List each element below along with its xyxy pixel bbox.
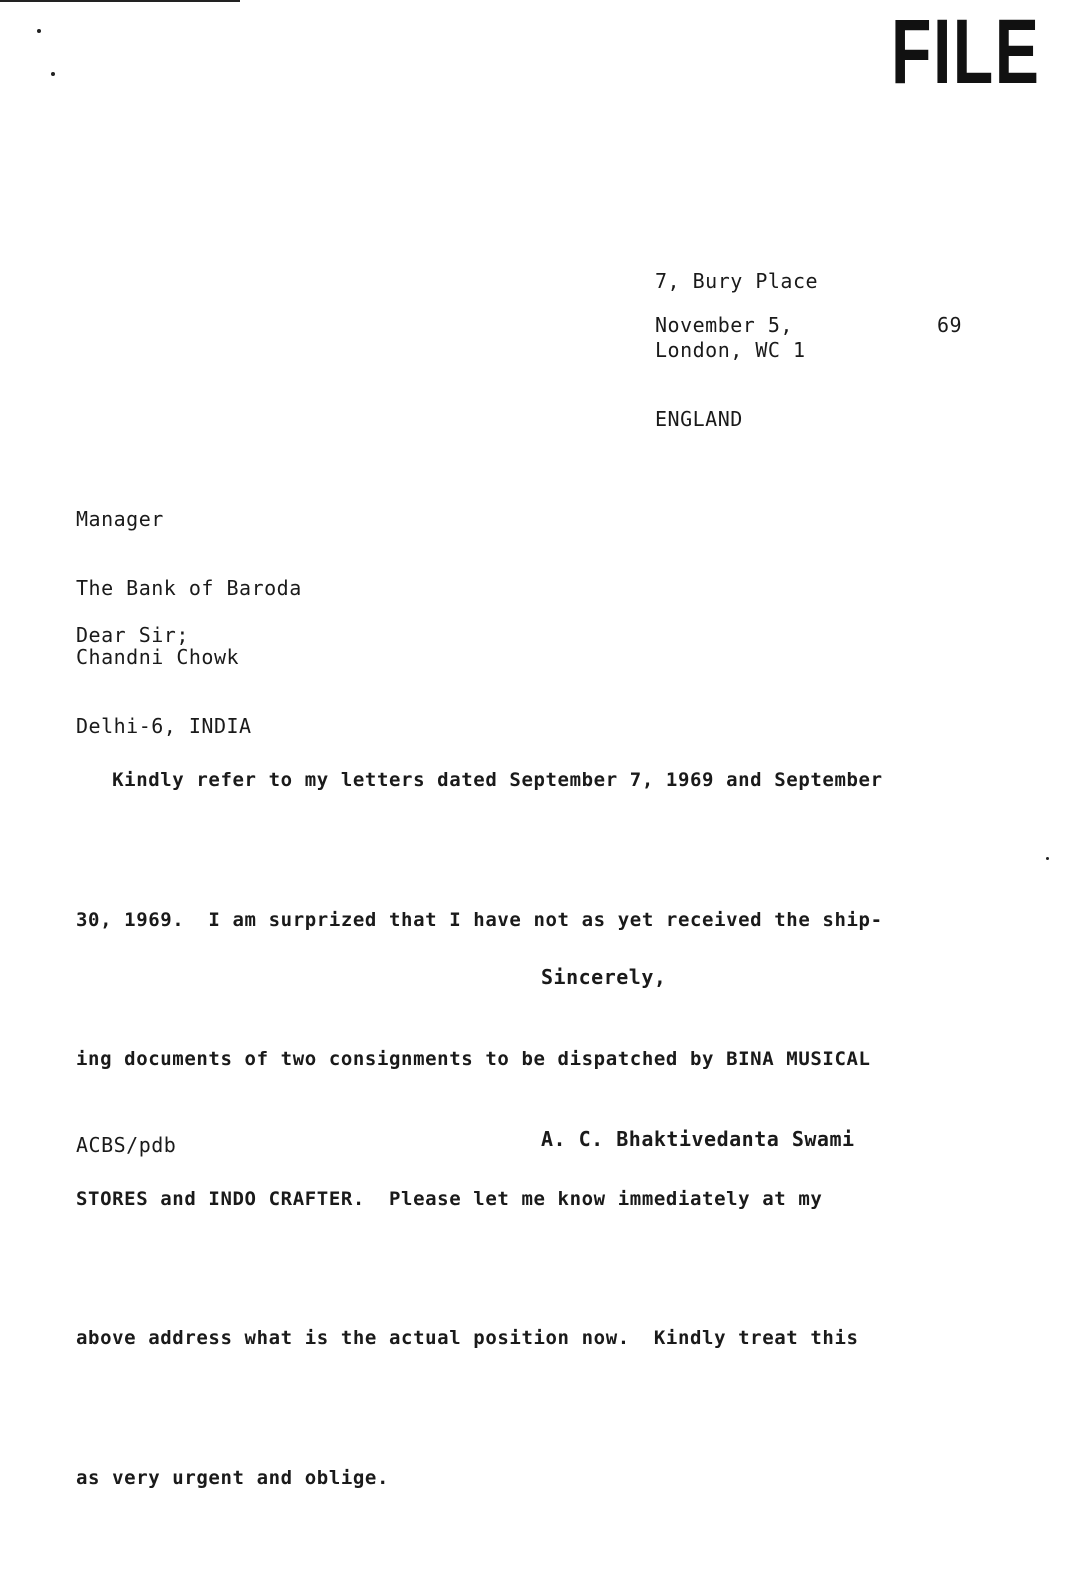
file-stamp: FILE bbox=[890, 1, 1040, 103]
sender-address-line: ENGLAND bbox=[655, 407, 743, 431]
recipient-line: Manager bbox=[76, 507, 164, 531]
body-line: as very urgent and oblige. bbox=[76, 1466, 390, 1489]
sender-address-line: London, WC 1 bbox=[655, 338, 806, 362]
date-month-day: November 5, bbox=[655, 313, 793, 337]
letter-date bbox=[655, 314, 975, 338]
signature: A. C. Bhaktivedanta Swami bbox=[541, 1127, 855, 1151]
recipient-line: The Bank of Baroda bbox=[76, 576, 302, 600]
recipient-line: Delhi-6, INDIA bbox=[76, 714, 252, 738]
body-line: 30, 1969. I am surprized that I have not as yet received the ship- bbox=[76, 908, 883, 931]
recipient-line: Chandni Chowk bbox=[76, 645, 240, 669]
reference-initials: ACBS/pdb bbox=[76, 1133, 177, 1157]
closing: Sincerely, bbox=[541, 965, 667, 989]
body-line: Kindly refer to my letters dated September 7, 1969 and September bbox=[76, 769, 883, 791]
top-rule bbox=[0, 0, 240, 2]
salutation: Dear Sir; bbox=[76, 623, 189, 647]
body-line: above address what is the actual position now. Kindly treat this bbox=[76, 1327, 859, 1349]
ink-speck bbox=[37, 29, 41, 33]
body-line: ing documents of two consignments to be dispatched by BINA MUSICAL bbox=[76, 1048, 871, 1070]
ink-speck bbox=[51, 72, 55, 76]
body-line: STORES and INDO CRAFTER. Please let me know immediately at my bbox=[76, 1187, 823, 1210]
ink-speck bbox=[1046, 857, 1049, 860]
date-year: 69 bbox=[937, 313, 963, 337]
sender-address-line: 7, Bury Place bbox=[655, 269, 819, 293]
